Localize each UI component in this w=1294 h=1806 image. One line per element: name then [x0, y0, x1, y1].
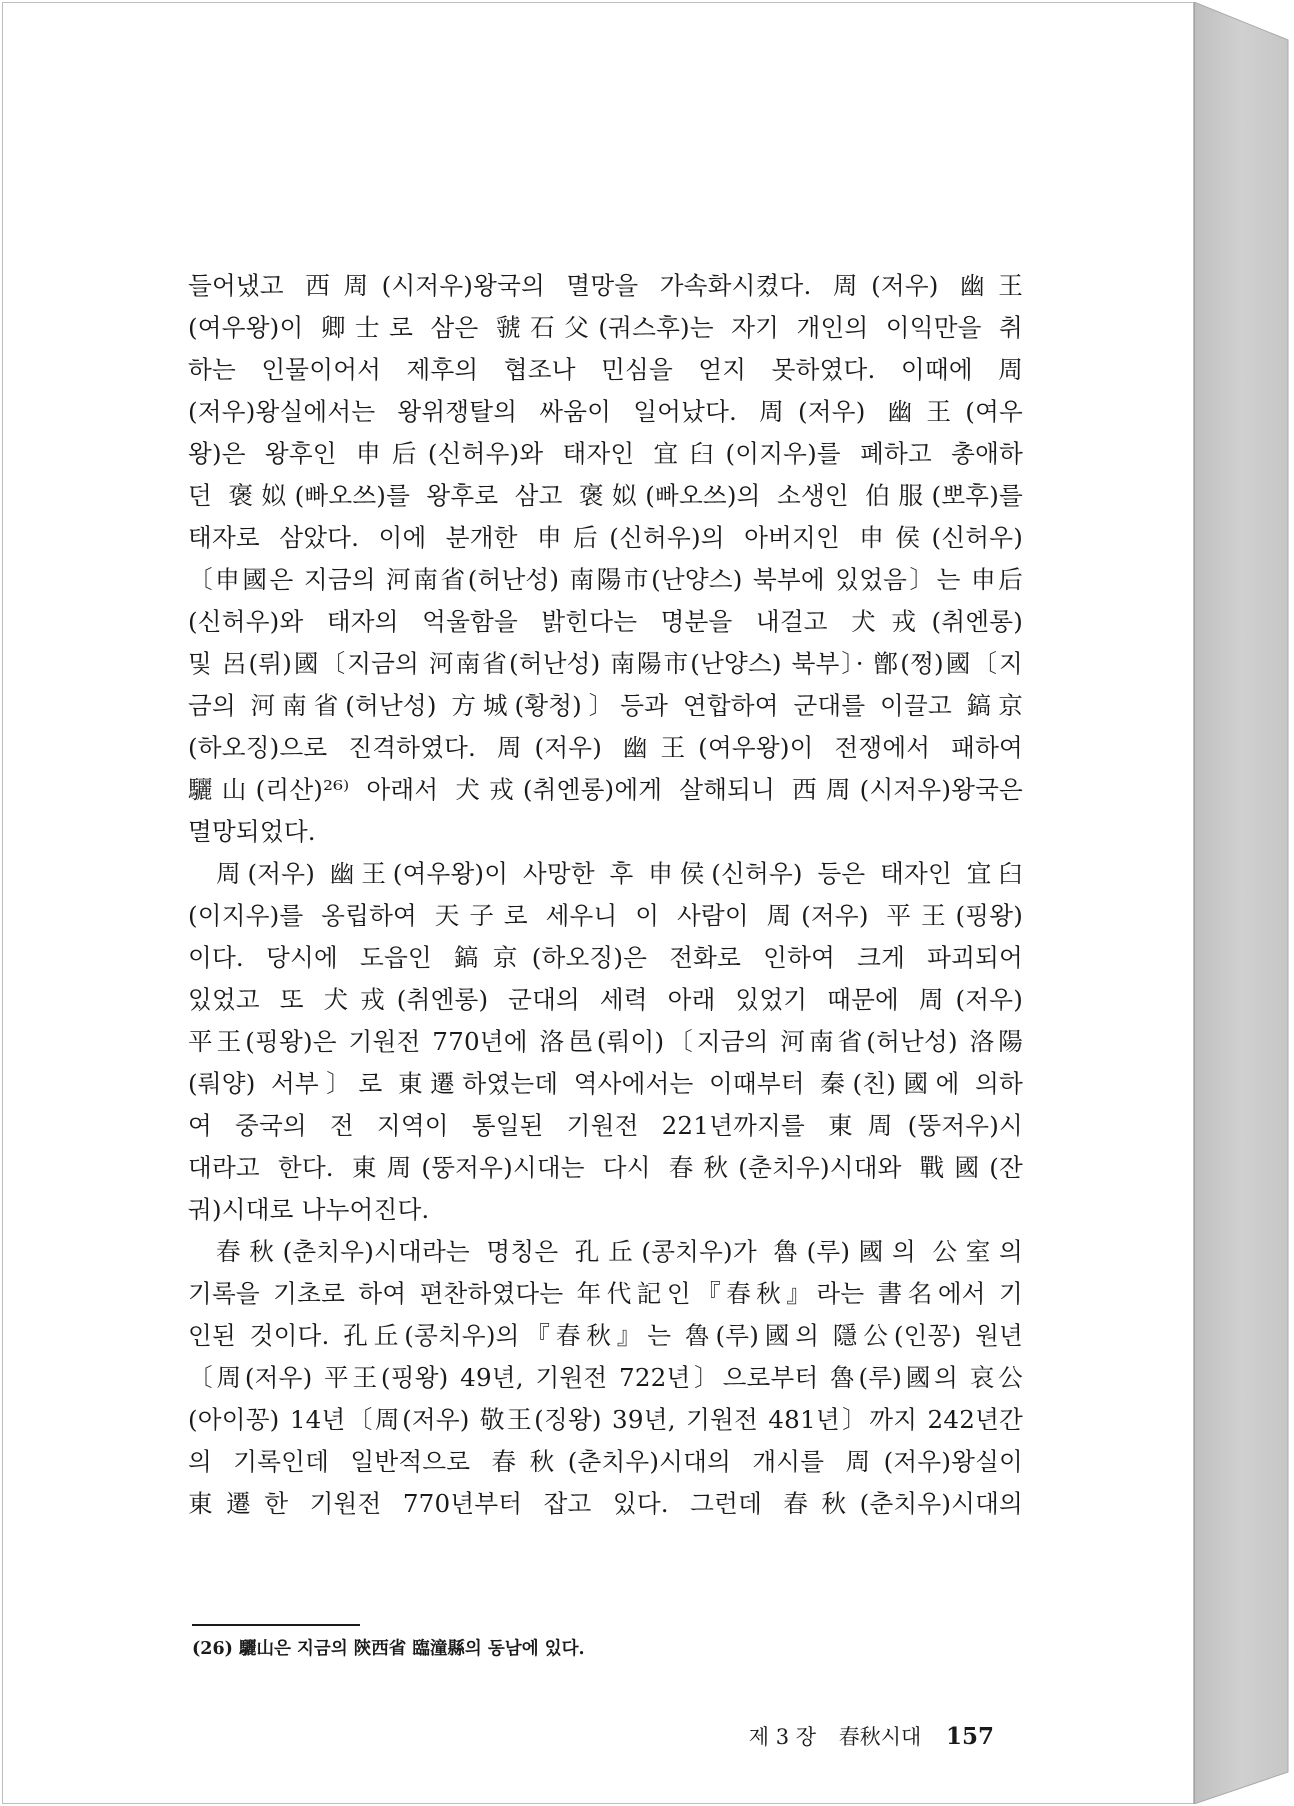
- footnote-rule: [192, 1624, 360, 1626]
- text-line: 멸망되었다.: [188, 817, 316, 846]
- text-line: (뤄양) 서부〕로 東遷하였는데 역사에서는 이때부터 秦(친)國에 의하: [188, 1069, 1023, 1098]
- footer-title: 春秋시대: [838, 1725, 922, 1749]
- text-line: 기록을 기초로 하여 편찬하였다는 年代記인『春秋』라는 書名에서 기: [188, 1279, 1023, 1308]
- text-line: 〔申國은 지금의 河南省(허난성) 南陽市(난양스) 북부에 있었음〕는 申后: [188, 565, 1023, 594]
- text-line: 궈)시대로 나누어진다.: [188, 1195, 430, 1224]
- text-line: 인된 것이다. 孔丘(콩치우)의『春秋』는 魯(루)國의 隱公(인꽁) 원년: [188, 1321, 1023, 1350]
- text-line: 이다. 당시에 도읍인 鎬京(하오징)은 전화로 인하여 크게 파괴되어: [188, 943, 1023, 972]
- text-line: 들어냈고 西周(시저우)왕국의 멸망을 가속화시켰다. 周(저우) 幽王: [188, 271, 1023, 300]
- page-edge: [1194, 2, 1292, 1804]
- text-line: 하는 인물이어서 제후의 협조나 민심을 얻지 못하였다. 이때에 周: [188, 355, 1023, 384]
- running-footer: [749, 1722, 994, 1752]
- text-line: 의 기록인데 일반적으로 春秋(춘치우)시대의 개시를 周(저우)왕실이: [188, 1447, 1023, 1476]
- text-line: (아이꽁) 14년〔周(저우) 敬王(징왕) 39년, 기원전 481년〕까지 242년간: [188, 1405, 1023, 1434]
- text-line: (하오징)으로 진격하였다. 周(저우) 幽王(여우왕)이 전쟁에서 패하여: [188, 733, 1023, 762]
- text-line: (이지우)를 옹립하여 天子로 세우니 이 사람이 周(저우) 平王(핑왕): [188, 901, 1023, 930]
- text-line: 여 중국의 전 지역이 통일된 기원전 221년까지를 東周(뚱저우)시: [188, 1111, 1023, 1140]
- text-line: (신허우)와 태자의 억울함을 밝힌다는 명분을 내걸고 犬戎(취엔롱): [188, 607, 1023, 636]
- text-line: 驪山(리산)²⁶⁾ 아래서 犬戎(취엔롱)에게 살해되니 西周(시저우)왕국은: [188, 775, 1023, 804]
- text-line: 있었고 또 犬戎(취엔롱) 군대의 세력 아래 있었기 때문에 周(저우): [188, 985, 1023, 1014]
- text-line: 〔周(저우) 平王(핑왕) 49년, 기원전 722년〕으로부터 魯(루)國의 哀公: [188, 1363, 1023, 1392]
- text-line: 금의 河南省(허난성) 方城(황청)〕등과 연합하여 군대를 이끌고 鎬京: [188, 691, 1023, 720]
- text-line: 周(저우) 幽王(여우왕)이 사망한 후 申侯(신허우) 등은 태자인 宜臼: [216, 859, 1023, 888]
- page-edge-shape: [1194, 2, 1292, 1804]
- footnote-text: (26) 驪山은 지금의 陝西省 臨潼縣의 동남에 있다.: [192, 1639, 585, 1659]
- text-line: 平王(핑왕)은 기원전 770년에 洛邑(뤄이)〔지금의 河南省(허난성) 洛陽: [188, 1027, 1023, 1056]
- footer-chapter: 제 3 장: [748, 1725, 817, 1749]
- text-line: (저우)왕실에서는 왕위쟁탈의 싸움이 일어났다. 周(저우) 幽王(여우: [188, 397, 1023, 426]
- text-line: 東遷한 기원전 770년부터 잡고 있다. 그런데 春秋(춘치우)시대의: [188, 1489, 1023, 1518]
- text-line: 대라고 한다. 東周(뚱저우)시대는 다시 春秋(춘치우)시대와 戰國(잔: [188, 1153, 1023, 1182]
- text-line: 태자로 삼았다. 이에 분개한 申后(신허우)의 아버지인 申侯(신허우): [188, 523, 1023, 552]
- text-line: 왕)은 왕후인 申后(신허우)와 태자인 宜臼(이지우)를 폐하고 총애하: [188, 439, 1023, 468]
- text-line: 및 呂(뤼)國〔지금의 河南省(허난성) 南陽市(난양스) 북부〕· 鄫(쩡)國〔지: [188, 649, 1023, 678]
- body-text: [188, 265, 1023, 1525]
- page-number: 157: [945, 1723, 994, 1750]
- text-line: (여우왕)이 卿士로 삼은 虢石父(궈스후)는 자기 개인의 이익만을 취: [188, 313, 1023, 342]
- text-line: 던 褒姒(빠오쓰)를 왕후로 삼고 褒姒(빠오쓰)의 소생인 伯服(뽀후)를: [188, 481, 1023, 510]
- footnote: [192, 1624, 1027, 1664]
- text-line: 春秋(춘치우)시대라는 명칭은 孔丘(콩치우)가 魯(루)國의 公室의: [216, 1237, 1023, 1266]
